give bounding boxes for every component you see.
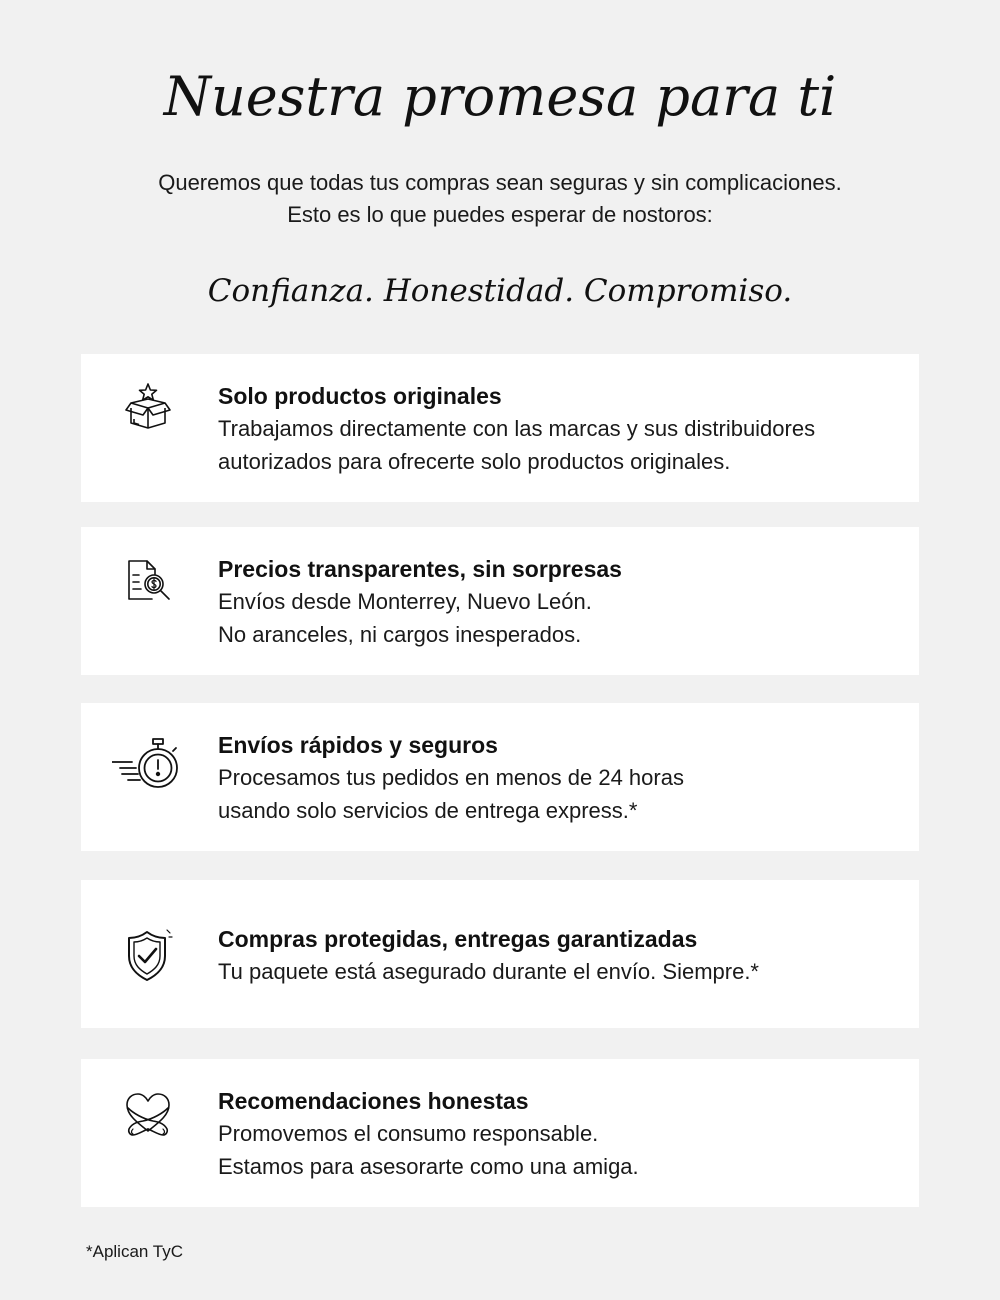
page-title: Nuestra promesa para ti <box>163 65 837 128</box>
card-title: Precios transparentes, sin sorpresas <box>218 556 622 582</box>
tagline: Confianza. Honestidad. Compromiso. <box>207 273 793 309</box>
card-description-line: Trabajamos directamente con las marcas y sus distribuidores <box>218 416 816 441</box>
intro-text <box>0 167 1000 231</box>
promise-card-fast-shipping <box>81 703 919 851</box>
terms-footnote: *Aplican TyC <box>86 1242 184 1261</box>
card-description-line: Estamos para asesorarte como una amiga. <box>218 1154 639 1179</box>
promise-card-protected-purchases <box>81 880 919 1028</box>
shield-check-icon <box>103 925 193 985</box>
card-title: Envíos rápidos y seguros <box>218 732 498 758</box>
price-magnifier-icon <box>103 551 193 611</box>
card-description-line: usando solo servicios de entrega express.* <box>218 798 638 823</box>
card-description-line: Envíos desde Monterrey, Nuevo León. <box>218 589 592 614</box>
card-description-line: Tu paquete está asegurado durante el envío. Siempre.* <box>218 959 759 984</box>
intro-line: Esto es lo que puedes esperar de nostoros: <box>287 202 713 227</box>
card-title: Solo productos originales <box>218 383 502 409</box>
intro-line: Queremos que todas tus compras sean seguras y sin complicaciones. <box>158 170 842 195</box>
star-box-icon <box>103 376 193 436</box>
card-description-line: Procesamos tus pedidos en menos de 24 horas <box>218 765 684 790</box>
promise-card-original-products <box>81 354 919 502</box>
heart-hug-icon <box>103 1085 193 1145</box>
card-description-line: Promovemos el consumo responsable. <box>218 1121 599 1146</box>
card-description-line: autorizados para ofrecerte solo productos originales. <box>218 449 731 474</box>
fast-stopwatch-icon <box>103 735 193 795</box>
promise-card-transparent-prices <box>81 527 919 675</box>
promise-card-honest-recommendations <box>81 1059 919 1207</box>
card-description-line: No aranceles, ni cargos inesperados. <box>218 622 582 647</box>
card-title: Compras protegidas, entregas garantizadas <box>218 926 698 952</box>
card-title: Recomendaciones honestas <box>218 1088 529 1114</box>
